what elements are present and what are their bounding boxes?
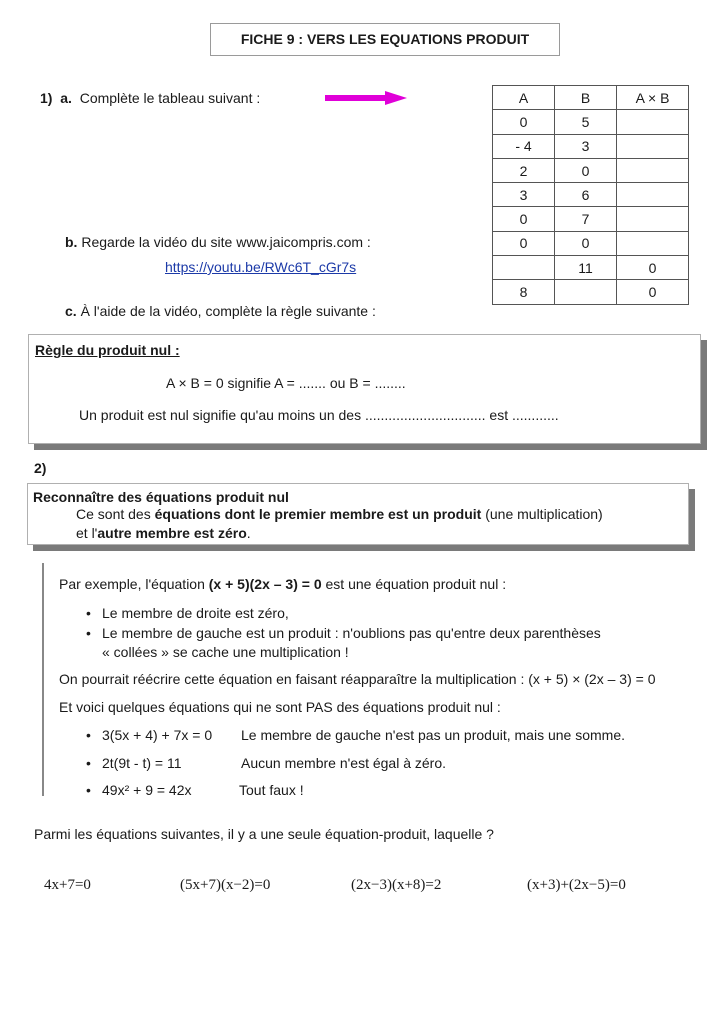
- cell-a: 3: [493, 183, 555, 207]
- bullet-icon: •: [86, 782, 91, 798]
- cell-axb[interactable]: [617, 207, 689, 231]
- arrow-right-icon: [325, 91, 407, 105]
- cell-axb: 0: [617, 256, 689, 280]
- part-2-number: 2): [34, 460, 47, 476]
- item-text-c: À l'aide de la vidéo, complète la règle suivante :: [80, 303, 376, 319]
- counter-example-reason: Tout faux !: [239, 782, 304, 798]
- table-row: [493, 134, 689, 158]
- cell-b: 11: [555, 256, 617, 280]
- cell-axb[interactable]: [617, 183, 689, 207]
- example-intro: [59, 576, 506, 592]
- rule-box: [28, 334, 701, 444]
- rule-line-2: Un produit est nul signifie qu'au moins un des ............................... est ............: [79, 407, 559, 423]
- example-left-border: [42, 563, 44, 796]
- text: Ce sont des: [76, 506, 155, 522]
- cell-axb[interactable]: [617, 134, 689, 158]
- question-1b: [65, 234, 371, 250]
- example-bullet-2: Le membre de gauche est un produit : n'oublions pas qu'entre deux parenthèses: [102, 625, 601, 641]
- cell-a: 2: [493, 158, 555, 182]
- choice-3[interactable]: (2x−3)(x+8)=2: [351, 877, 442, 893]
- cell-a: 0: [493, 231, 555, 255]
- item-label-c: c.: [65, 303, 77, 319]
- question-1c: [65, 303, 376, 319]
- definition-line-2: [76, 525, 251, 541]
- video-link[interactable]: https://youtu.be/RWc6T_cGr7s: [165, 259, 357, 275]
- counter-example-reason: Aucun membre n'est égal à zéro.: [241, 755, 447, 771]
- cell-b: 0: [555, 158, 617, 182]
- header-axb: A × B: [617, 86, 689, 110]
- text: (une multiplication): [481, 506, 603, 522]
- text: .: [246, 525, 251, 541]
- page-title: FICHE 9 : VERS LES EQUATIONS PRODUIT: [210, 23, 560, 56]
- choice-4[interactable]: (x+3)+(2x−5)=0: [527, 877, 626, 893]
- part-number: 1): [40, 90, 53, 106]
- counter-example-reason: Le membre de gauche n'est pas un produit, mais une somme.: [241, 727, 625, 743]
- cell-b: 7: [555, 207, 617, 231]
- rule-line-1: A × B = 0 signifie A = ....... ou B = ........: [166, 375, 406, 391]
- header-b: B: [555, 86, 617, 110]
- cell-axb[interactable]: [617, 231, 689, 255]
- table-row: [493, 231, 689, 255]
- choice-1[interactable]: 4x+7=0: [44, 877, 91, 893]
- text: et l': [76, 525, 98, 541]
- table-row: [493, 280, 689, 304]
- cell-a: - 4: [493, 134, 555, 158]
- header-a: A: [493, 86, 555, 110]
- definition-box: [27, 483, 689, 545]
- item-label-b: b.: [65, 234, 78, 250]
- table-row: [493, 183, 689, 207]
- cell-axb: 0: [617, 280, 689, 304]
- values-table: [492, 85, 689, 305]
- counter-example-eq: 2t(9t - t) = 11: [102, 755, 182, 771]
- cell-axb[interactable]: [617, 110, 689, 134]
- table-row: [493, 158, 689, 182]
- cell-b: 5: [555, 110, 617, 134]
- definition-line-1: [76, 506, 603, 522]
- bullet-icon: •: [86, 755, 91, 771]
- cell-b: 0: [555, 231, 617, 255]
- definition-title: Reconnaître des équations produit nul: [33, 489, 289, 505]
- cell-a[interactable]: [493, 256, 555, 280]
- emphasis: équations dont le premier membre est un produit: [154, 506, 482, 522]
- counter-example-eq: 49x² + 9 = 42x: [102, 782, 192, 798]
- text: Par exemple, l'équation: [59, 576, 209, 592]
- cell-b: 6: [555, 183, 617, 207]
- text: est une équation produit nul :: [321, 576, 507, 592]
- bullet-icon: •: [86, 727, 91, 743]
- cell-b[interactable]: [555, 280, 617, 304]
- rule-title: Règle du produit nul :: [35, 342, 180, 358]
- emphasis: autre membre est zéro: [97, 525, 247, 541]
- final-question: Parmi les équations suivantes, il y a une seule équation-produit, laquelle ?: [34, 826, 494, 842]
- table-row: [493, 110, 689, 134]
- question-1a: [40, 90, 260, 106]
- item-label-a: a.: [60, 90, 72, 106]
- table-row: [493, 256, 689, 280]
- item-text-a: Complète le tableau suivant :: [79, 90, 261, 106]
- bullet-icon: •: [86, 625, 91, 641]
- item-text-b: Regarde la vidéo du site www.jaicompris.com :: [81, 234, 371, 250]
- table-row: [493, 207, 689, 231]
- example-bullet-2-cont: « collées » se cache une multiplication !: [102, 644, 349, 660]
- table-header-row: [493, 86, 689, 110]
- cell-a: 0: [493, 110, 555, 134]
- example-bullet-1: Le membre de droite est zéro,: [102, 605, 289, 621]
- cell-a: 0: [493, 207, 555, 231]
- cell-b: 3: [555, 134, 617, 158]
- not-intro-text: Et voici quelques équations qui ne sont PAS des équations produit nul :: [59, 699, 501, 715]
- cell-a: 8: [493, 280, 555, 304]
- cell-axb[interactable]: [617, 158, 689, 182]
- rewrite-text: On pourrait réécrire cette équation en faisant réapparaître la multiplication : (x + 5) × (2x – 3) = 0: [59, 671, 656, 687]
- counter-example-eq: 3(5x + 4) + 7x = 0: [102, 727, 213, 743]
- choice-2[interactable]: (5x+7)(x−2)=0: [180, 877, 271, 893]
- example-equation: (x + 5)(2x – 3) = 0: [208, 576, 322, 592]
- bullet-icon: •: [86, 605, 91, 621]
